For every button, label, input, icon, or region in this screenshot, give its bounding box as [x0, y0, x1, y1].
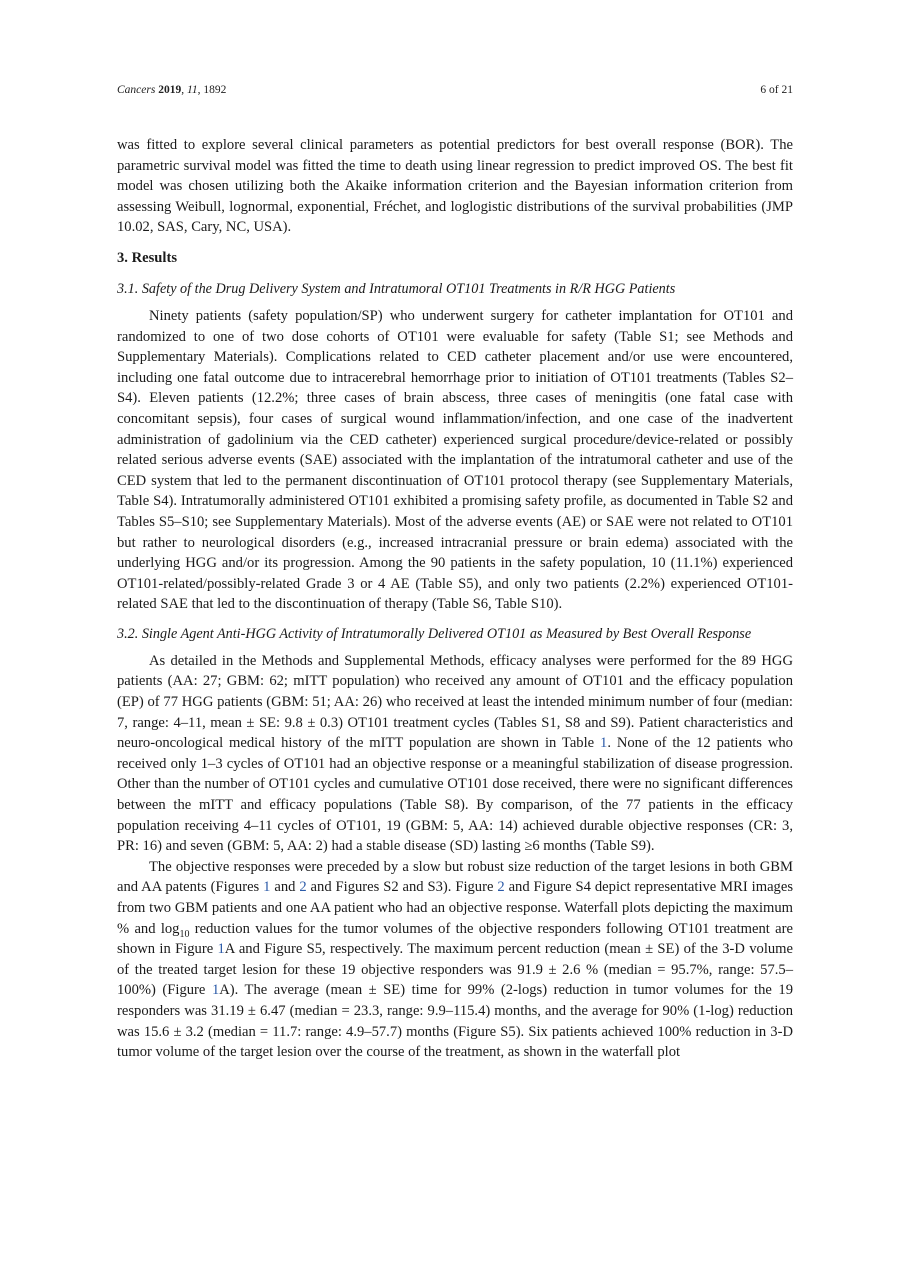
citation: Cancers 2019, 11, 1892: [117, 84, 227, 96]
response-paragraph: The objective responses were preceded by a slow but robust size reduction of the target lesions in both GBM and AA patents (Figures 1 and 2 and Figures S2 and S3). Figure 2 and Figure S4 depict representative MRI images from two GBM patients and one AA patient who had an objective response. Waterfall plots depicting the maximum % and $\log_{10}$ reduction values for the tumor volumes of the objective responders following OT101 treatment are shown in Figure 1A and Figure S5, respectively. The maximum percent reduction (mean ± SE) of the 3-D volume of the treated target lesion for these 19 objective responders was 91.9 ± 2.6 % (median = 95.7%, range: 57.5–100%) (Figure 1A). The average (mean ± SE) time for 99% (2-logs) reduction in tumor volumes for the 19 responders was 31.19 ± 6.47 (median = 23.3, range: 9.9–115.4) months, and the average for 90% (1-log) reduction was 15.6 ± 3.2 (median = 11.7: range: 4.9–57.7) months (Figure S5). Six patients achieved 100% reduction in 3-D tumor volume of the target lesion over the course of the treatment, as shown in the waterfall plot: [117, 858, 794, 1061]
page-number: 6 of 21: [760, 84, 793, 96]
safety-paragraph: Ninety patients (safety population/SP) who underwent surgery for catheter implantation for OT101 and randomized to one of two dose cohorts of OT101 were evaluable for safety (Table S1; see Methods and Supplementary Materials). Complications related to CED catheter placement and/or use were encountered, including one fatal outcome due to intracerebral hemorrhage prior to initiation of OT101 treatments (Tables S2–S4). Eleven patients (12.2%; three cases of brain abscess, three cases of meningitis (one fatal case with concomitant sepsis), four cases of surgical wound inflammation/infection, and one case of the inadvertent administration of gadolinium via the CED catheter) experienced surgical procedure/device-related or possibly related serious adverse events (SAE) associated with the implantation of the intratumoral catheter and use of the CED system that led to the permanent discontinuation of OT101 protocol therapy (see Supplementary Materials, Table S4). Intratumorally administered OT101 exhibited a promising safety profile, as documented in Table S2 and Tables S5–S10; see Supplementary Materials). Most of the adverse events (AE) or SAE were not related to OT101 but rather to neurological disorders (e.g., increased intracranial pressure or brain edema) associated with the underlying HGG and/or its progression. Among the 90 patients in the safety population, 10 (11.1%) experienced OT101-related/possibly-related Grade 3 or 4 AE (Table S5), and only two patients (2.2%) experienced OT101-related SAE that led to the discontinuation of therapy (Table S6, Table S10).: [117, 307, 793, 613]
figure-1-link[interactable]: 1: [263, 879, 271, 896]
figure-1-link[interactable]: 1: [217, 941, 225, 958]
section-heading-results: 3. Results: [117, 249, 177, 266]
intro-paragraph: was fitted to explore several clinical parameters as potential predictors for best overall response (BOR). The parametric survival model was fitted the time to death using linear regression to predict improved OS. The best fit model was chosen utilizing both the Akaike information criterion and the Bayesian information criterion from assessing Weibull, lognormal, exponential, Fréchet, and loglogistic distributions of the survival probabilities (JMP 10.02, SAS, Cary, NC, USA).: [117, 137, 793, 236]
journal-volume: 11: [186, 84, 198, 96]
subsection-heading-safety: 3.1. Safety of the Drug Delivery System and Intratumoral OT101 Treatments in R/R HGG Patients: [117, 280, 676, 297]
figure-2-link[interactable]: 2: [299, 879, 307, 896]
article-number: 1892: [203, 84, 227, 96]
efficacy-paragraph: As detailed in the Methods and Supplemental Methods, efficacy analyses were performed for the 89 HGG patients (AA: 27; GBM: 62; mITT population) who received any amount of OT101 and the efficacy population (EP) of 77 HGG patients (GBM: 51; AA: 26) who received at least the intended minimum number of four (median: 7, range: 4–11, mean ± SE: 9.8 ± 0.3) OT101 treatment cycles (Tables S1, S8 and S9). Patient characteristics and neuro-oncological medical history of the mITT population are shown in Table 1. None of the 12 patients who received only 1–3 cycles of OT101 had an objective response or a meaningful stabilization of disease progression. Other than the number of OT101 cycles and cumulative OT101 dose received, there were no significant differences between the mITT and efficacy populations (Table S8). By comparison, of the 77 patients in the efficacy population receiving 4–11 cycles of OT101, 19 (GBM: 5, AA: 14) achieved durable objective responses (CR: 3, PR: 16) and seven (GBM: 5, AA: 2) had a stable disease (SD) lasting ≥6 months (Table S9).: [117, 652, 793, 855]
log-subscript: 10: [179, 928, 190, 940]
journal-name: Cancers: [117, 84, 156, 96]
subsection-heading-activity: 3.2. Single Agent Anti-HGG Activity of Intratumorally Delivered OT101 as Measured by Best Overall Response: [117, 625, 752, 642]
figure-1-link[interactable]: 1: [211, 982, 220, 999]
journal-year: 2019: [158, 84, 182, 96]
body-text: [117, 135, 793, 1063]
table-1-link[interactable]: 1: [600, 735, 608, 752]
figure-2-link[interactable]: 2: [497, 879, 505, 896]
page-header: [117, 84, 793, 100]
